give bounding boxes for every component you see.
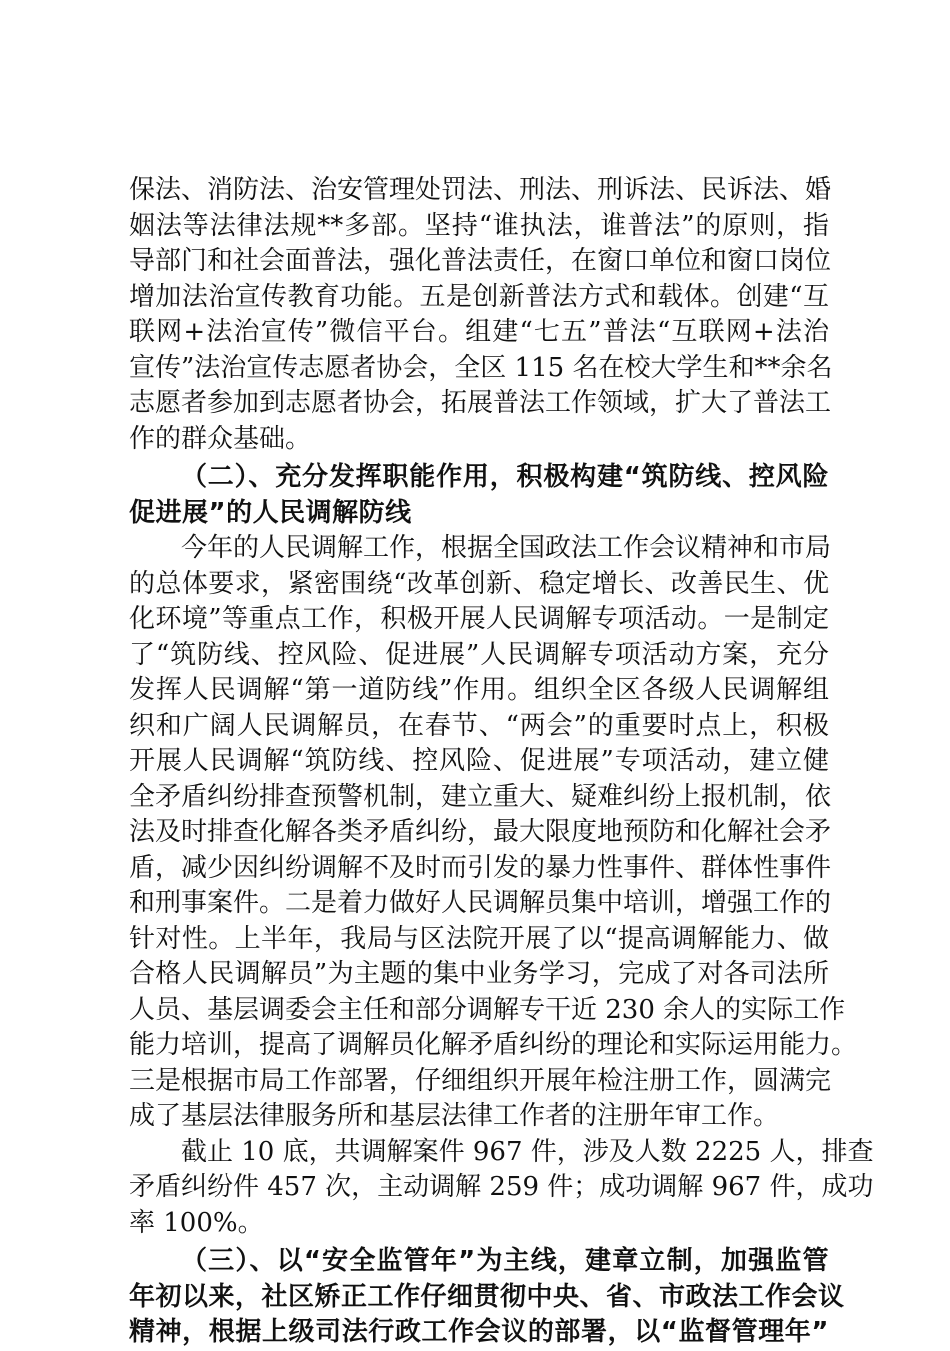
heading-line: （三）、以“安全监管年”为主线，建章立制，加强监管 [181, 1246, 829, 1276]
heading-line: 年初以来，社区矫正工作仔细贯彻中央、省、市政法工作会议 [129, 1281, 845, 1312]
text-line: 的总体要求，紧密围绕“改革创新、稳定增长、改善民生、优 [129, 568, 829, 599]
text-line: 化环境”等重点工作，积极开展人民调解专项活动。一是制定 [129, 604, 829, 634]
heading-line: 精神，根据上级司法行政工作会议的部署，以“监督管理年” [129, 1317, 829, 1347]
text-line: 作的群众基础。 [129, 423, 312, 454]
text-line: 人员、基层调委会主任和部分调解专干近 230 余人的实际工作 [129, 994, 846, 1025]
text-line: 开展人民调解“筑防线、控风险、促进展”专项活动，建立健 [129, 746, 829, 776]
text-line: 发挥人民调解“第一道防线”作用。组织全区各级人民调解组 [129, 675, 829, 705]
text-line: 截止 10 底，共调解案件 967 件，涉及人数 2225 人，排查 [181, 1136, 874, 1167]
text-line: 宣传”法治宣传志愿者协会，全区 115 名在校大学生和**余名 [129, 352, 833, 383]
text-line: 全矛盾纠纷排查预警机制，建立重大、疑难纠纷上报机制，依 [129, 781, 832, 812]
document-body [129, 173, 874, 1351]
text-line: 三是根据市局工作部署，仔细组织开展年检注册工作，圆满完 [129, 1065, 832, 1096]
text-line: 法及时排查化解各类矛盾纠纷，最大限度地预防和化解社会矛 [129, 817, 832, 847]
text-line: 矛盾纠纷件 457 次，主动调解 259 件；成功调解 967 件，成功 [129, 1172, 874, 1202]
text-line: 导部门和社会面普法，强化普法责任，在窗口单位和窗口岗位 [129, 246, 832, 276]
text-line: 和刑事案件。二是着力做好人民调解员集中培训，增强工作的 [129, 888, 832, 918]
paragraph-mediation-stats [129, 1135, 874, 1242]
text-line: 联网+法治宣传”微信平台。组建“七五”普法“互联网+法治 [129, 317, 829, 347]
text-line: 织和广阔人民调解员，在春节、“两会”的重要时点上，积极 [129, 710, 829, 741]
text-line: 姻法等法律法规**多部。坚持“谁执法，谁普法”的原则，指 [129, 210, 829, 241]
text-line: 志愿者参加到志愿者协会，拓展普法工作领域，扩大了普法工 [129, 388, 832, 418]
text-line: 了“筑防线、控风险、促进展”人民调解专项活动方案，充分 [129, 639, 829, 670]
text-line: 针对性。上半年，我局与区法院开展了以“提高调解能力、做 [129, 923, 829, 954]
text-line: 合格人民调解员”为主题的集中业务学习，完成了对各司法所 [129, 959, 829, 989]
text-line: 盾，减少因纠纷调解不及时而引发的暴力性事件、群体性事件 [129, 852, 832, 883]
paragraph-legal-education [129, 173, 833, 457]
section-heading-mediation [129, 460, 829, 531]
section-heading-supervision [129, 1244, 845, 1351]
text-line: 成了基层法律服务所和基层法律工作者的注册年审工作。 [129, 1101, 780, 1131]
paragraph-mediation-work [129, 531, 858, 1135]
text-line: 能力培训，提高了调解员化解矛盾纠纷的理论和实际运用能力。 [129, 1030, 858, 1060]
text-line: 今年的人民调解工作，根据全国政法工作会议精神和市局 [181, 533, 832, 563]
text-line: 增加法治宣传教育功能。五是创新普法方式和载体。创建“互 [129, 281, 829, 312]
heading-line: 促进展”的人民调解防线 [129, 497, 412, 528]
heading-line: （二）、充分发挥职能作用，积极构建“筑防线、控风险 [181, 462, 829, 492]
text-line: 率 100%。 [129, 1207, 264, 1238]
text-line: 保法、消防法、治安管理处罚法、刑法、刑诉法、民诉法、婚 [129, 175, 832, 205]
